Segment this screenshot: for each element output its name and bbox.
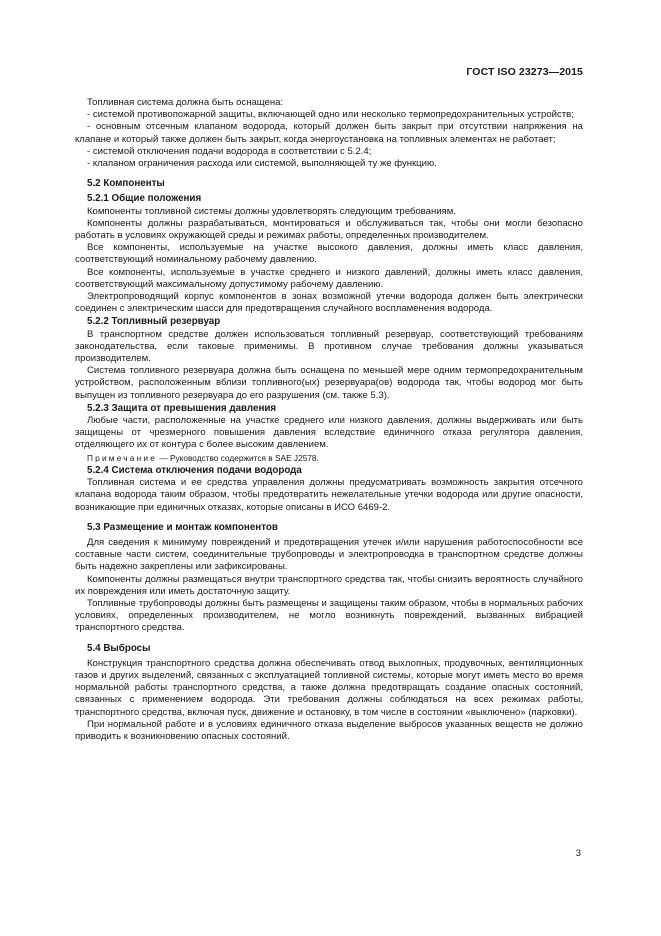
page-number: 3: [575, 848, 581, 859]
paragraph: В транспортном средстве должен использоваться топливный резервуар, соответствующий требованиям законодательства, если таковые применимы. В противном случае требования должны указываться производителем.: [75, 328, 583, 365]
paragraph: Конструкция транспортного средства должна обеспечивать отвод выхлопных, продувочных, вентиляционных газов и других выделений, связанных с эксплуатацией топливной системы, которые могут иметь место во время нормальной работы транспортного средства, а также должна предотвращать создание опасных состояний, связанных с применением водорода. Эти требования должны соблюдаться на всех режимах работы, транспортного средства, включая пуск, движение и остановку, в том числе в состоянии «выключено» (парковки).: [75, 657, 583, 718]
intro-item: - системой отключения подачи водорода в соответствии с 5.2.4;: [87, 145, 372, 157]
paragraph: Топливная система и ее средства управления должны предусматривать возможность закрытия отсечного клапана водорода таким образом, чтобы предотвратить нежелательные утечки водорода или другие опасности, возникающие при единичных отказах, которые описаны в ИСО 6469-2.: [75, 477, 583, 513]
paragraph: Топливные трубопроводы должны быть размещены и защищены таким образом, чтобы в нормальных рабочих условиях, определенных производителем, не могло возникнуть повреждений, вызванных вибрацией транспортного средства.: [75, 597, 583, 634]
paragraph: Для сведения к минимуму повреждений и предотвращения утечек и/или нарушения работоспособности все составные части систем, соединительные трубопроводы и электропроводка в транспортном средстве должны быть надежно закреплены или зафиксированы.: [75, 536, 583, 573]
intro-item: - основным отсечным клапаном водорода, который должен быть закрыт при отсутствии напряжения на клапане и который также должен быть закрыт, когда энергоустановка на топливных элементах не работает;: [75, 121, 583, 145]
note-label: Примечание: [87, 452, 158, 463]
paragraph: Электропроводящий корпус компонентов в зонах возможной утечки водорода должен быть электрически соединен с электрическим шасси для предотвращения случайного воспламенения водорода.: [75, 291, 583, 315]
note: [75, 452, 583, 464]
section-heading-5-3: 5.3 Размещение и монтаж компонентов: [87, 521, 278, 533]
paragraph: Любые части, расположенные на участке среднего или низкого давления, должны выдерживать или быть защищены от чрезмерного повышения давления вследствие единичного отказа регулятора давления, отделяющего их от контура с более высоким давлением.: [75, 415, 583, 451]
section-heading-5-2-4: 5.2.4 Система отключения подачи водорода: [87, 464, 302, 476]
section-heading-5-2: 5.2 Компоненты: [87, 178, 165, 190]
note-text: — Руководство содержится в SAE J2578.: [157, 452, 319, 463]
intro-lead: Топливная система должна быть оснащена:: [87, 97, 284, 108]
section-heading-5-4: 5.4 Выбросы: [87, 642, 151, 654]
intro-item: - системой противопожарной защиты, включающей одно или несколько термопредохранительных устройств;: [87, 109, 574, 121]
page-content: [75, 97, 583, 743]
section-heading-5-2-1: 5.2.1 Общие положения: [87, 193, 202, 205]
document-header: ГОСТ ISO 23273—2015: [466, 66, 583, 78]
paragraph: Все компоненты, используемые на участке высокого давления, должны иметь класс давления, соответствующий номинальному рабочему давлению.: [75, 242, 583, 266]
paragraph: При нормальной работе и в условиях единичного отказа выделение выбросов указанных веществ не должно приводить к возникновению опасных состояний.: [75, 718, 583, 742]
paragraph: Компоненты топливной системы должны удовлетворять следующим требованиям.: [87, 205, 456, 217]
paragraph: Система топливного резервуара должна быть оснащена по меньшей мере одним термопредохранительным устройством, расположенным вблизи топливного(ых) резервуара(ов) водорода так, чтобы водород мог быть выпущен из топливного резервуара до его разрушения (см. также 5.3).: [75, 365, 583, 401]
paragraph: Компоненты должны разрабатываться, монтироваться и обслуживаться так, чтобы они могли безопасно работать в условиях окружающей среды и режимах работы, определенных производителем.: [75, 217, 583, 242]
paragraph: Компоненты должны размещаться внутри транспортного средства так, чтобы снизить вероятность случайного их повреждения или иметь достаточную защиту.: [75, 573, 583, 597]
paragraph: Все компоненты, используемые в участке среднего и низкого давлений, должны иметь класс давления, соответствующий максимальному допустимому рабочему давлению.: [75, 266, 583, 290]
intro-item: - клапаном ограничения расхода или системой, выполняющей ту же функцию.: [87, 158, 437, 170]
section-heading-5-2-3: 5.2.3 Защита от превышения давления: [87, 402, 277, 414]
section-heading-5-2-2: 5.2.2 Топливный резервуар: [87, 316, 221, 328]
